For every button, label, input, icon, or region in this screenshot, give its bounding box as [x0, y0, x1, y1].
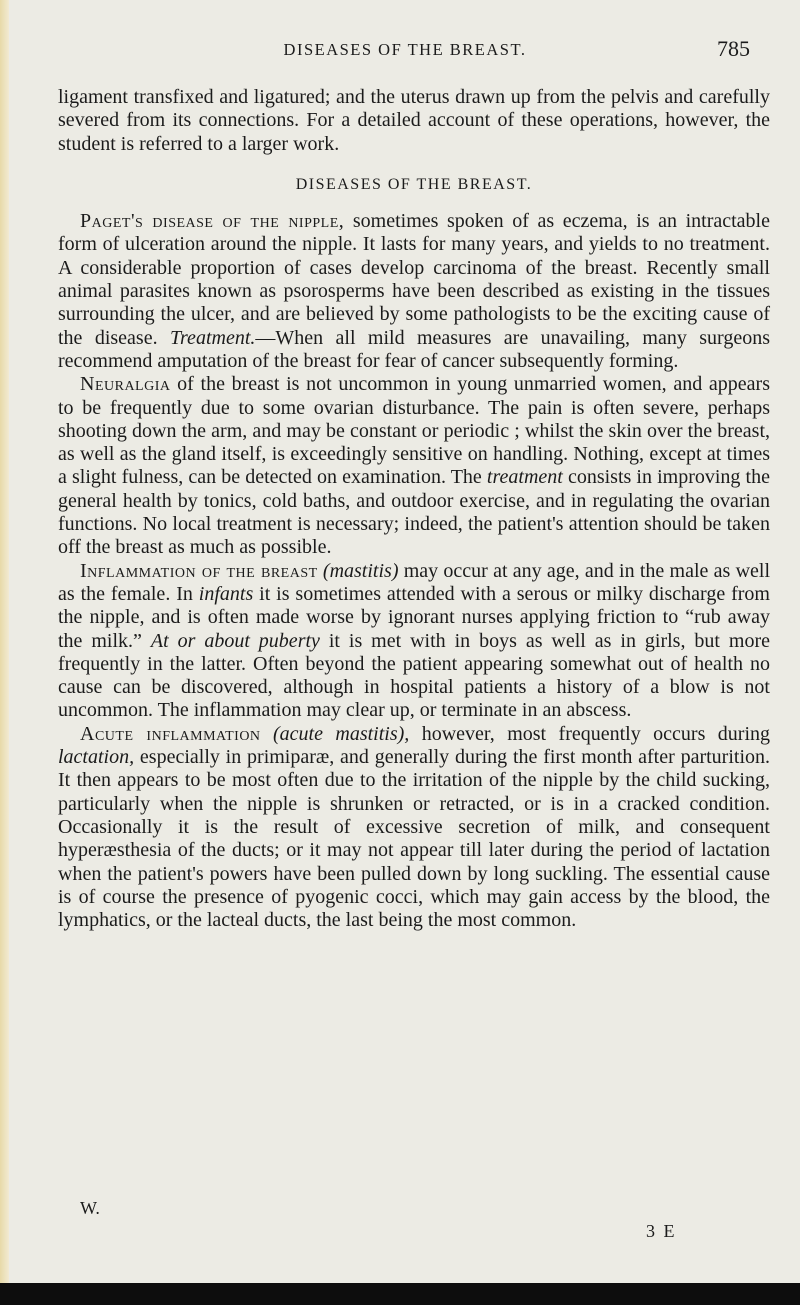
paget-treatment-text: —When all mild measures are unavailing, many surgeons recommend amputation of the breast for fear of cancer subsequently forming. [58, 326, 771, 372]
paget-paragraph [58, 210, 770, 373]
inflammation-puberty: At or about puberty [150, 629, 320, 652]
neuralgia-text-2: consists in improving the general health by tonics, cold baths, and outdoor exercise, and in regulating the ovarian functions. No local treatment is necessary; indeed, the patient's attention should be taken off the breast as much as possible. [58, 466, 770, 559]
inflammation-text-3: it is met with in boys as well as in girls, but more frequently in the latter. Often beyond the patient appearing somewhat out of health no cause can be discovered, although in hospital patients a history of a blow is not uncommon. The inflammation may clear up, or terminate in an abscess. [58, 629, 770, 722]
neuralgia-lead: Neuralgia [80, 373, 171, 396]
section-heading: DISEASES OF THE BREAST. [295, 175, 533, 193]
acute-paragraph [58, 723, 770, 933]
inflammation-latin: (mastitis) [322, 559, 399, 582]
inflammation-infants: infants [198, 582, 254, 605]
signature-left: W. [80, 1198, 100, 1218]
neuralgia-paragraph [58, 373, 770, 559]
acute-text-2: especially in primiparæ, and generally during the first month after parturition. It then appears to be most often due to the irritation of the nipple by the child sucking, particularly when the nipple is shrunken or retracted, or is in a cracked condition. Occasionally it is the result of excessive secretion of milk, and consequent hyperæsthesia of the ducts; or it may not appear till later during the period of lactation when the patient's powers have been pulled down by long suckling. The essential cause is of course the presence of pyogenic cocci, which may gain access by the blood, the lymphatics, or the lacteal ducts, the last being the most common. [58, 746, 770, 932]
scan-bottom-edge [0, 1283, 800, 1305]
paget-lead: Paget's disease of the nipple, [80, 210, 345, 233]
running-head [50, 36, 760, 68]
acute-lactation: lactation, [58, 746, 135, 769]
paget-treatment-label: Treatment. [170, 326, 256, 349]
inflammation-paragraph [58, 560, 770, 723]
neuralgia-treatment-label: treatment [486, 466, 563, 489]
signature-right: 3 E [646, 1221, 677, 1241]
paget-text: sometimes spoken of as eczema, is an intractable form of ulceration around the nipple. It lasts for many years, and yields to no treatment. A considerable proportion of cases develop carcinoma of the breast. Recently small animal parasites known as psorosperms have been described as existing in the tissues surrounding the ulcer, and are believed by some pathologists to be the exciting cause of the disease. [58, 210, 770, 349]
neuralgia-text-1: of the breast is not uncommon in young unmarried women, and appears to be frequently due to some ovarian disturbance. The pain is often severe, perhaps shooting down the arm, and may be constant or periodic ; whilst the skin over the breast, as well as the gland itself, is exceedingly sensitive on handling. Nothing, except at times a slight fulness, can be detected on examination. The [58, 373, 770, 489]
inflammation-text-2: it is sometimes attended with a serous or milky discharge from the nipple, and is often made worse by ignorant nurses applying friction to “rub away the milk.” [58, 582, 770, 652]
page-body [58, 86, 770, 932]
acute-text-1: however, most frequently occurs during [409, 722, 771, 745]
acute-lead: Acute inflammation [80, 722, 261, 745]
acute-latin: (acute mastitis), [272, 722, 410, 745]
running-title: DISEASES OF THE BREAST. [283, 40, 527, 59]
inflammation-lead: Inflammation of the breast [80, 559, 318, 582]
page-number: 785 [717, 36, 750, 61]
page-edge [0, 0, 9, 1305]
inflammation-text-1: may occur at any age, and in the male as well as the female. In [58, 559, 770, 605]
intro-paragraph: ligament transfixed and ligatured; and the uterus drawn up from the pelvis and carefully severed from its connections. For a detailed account of these operations, however, the student is referred to a larger work. [58, 86, 770, 155]
